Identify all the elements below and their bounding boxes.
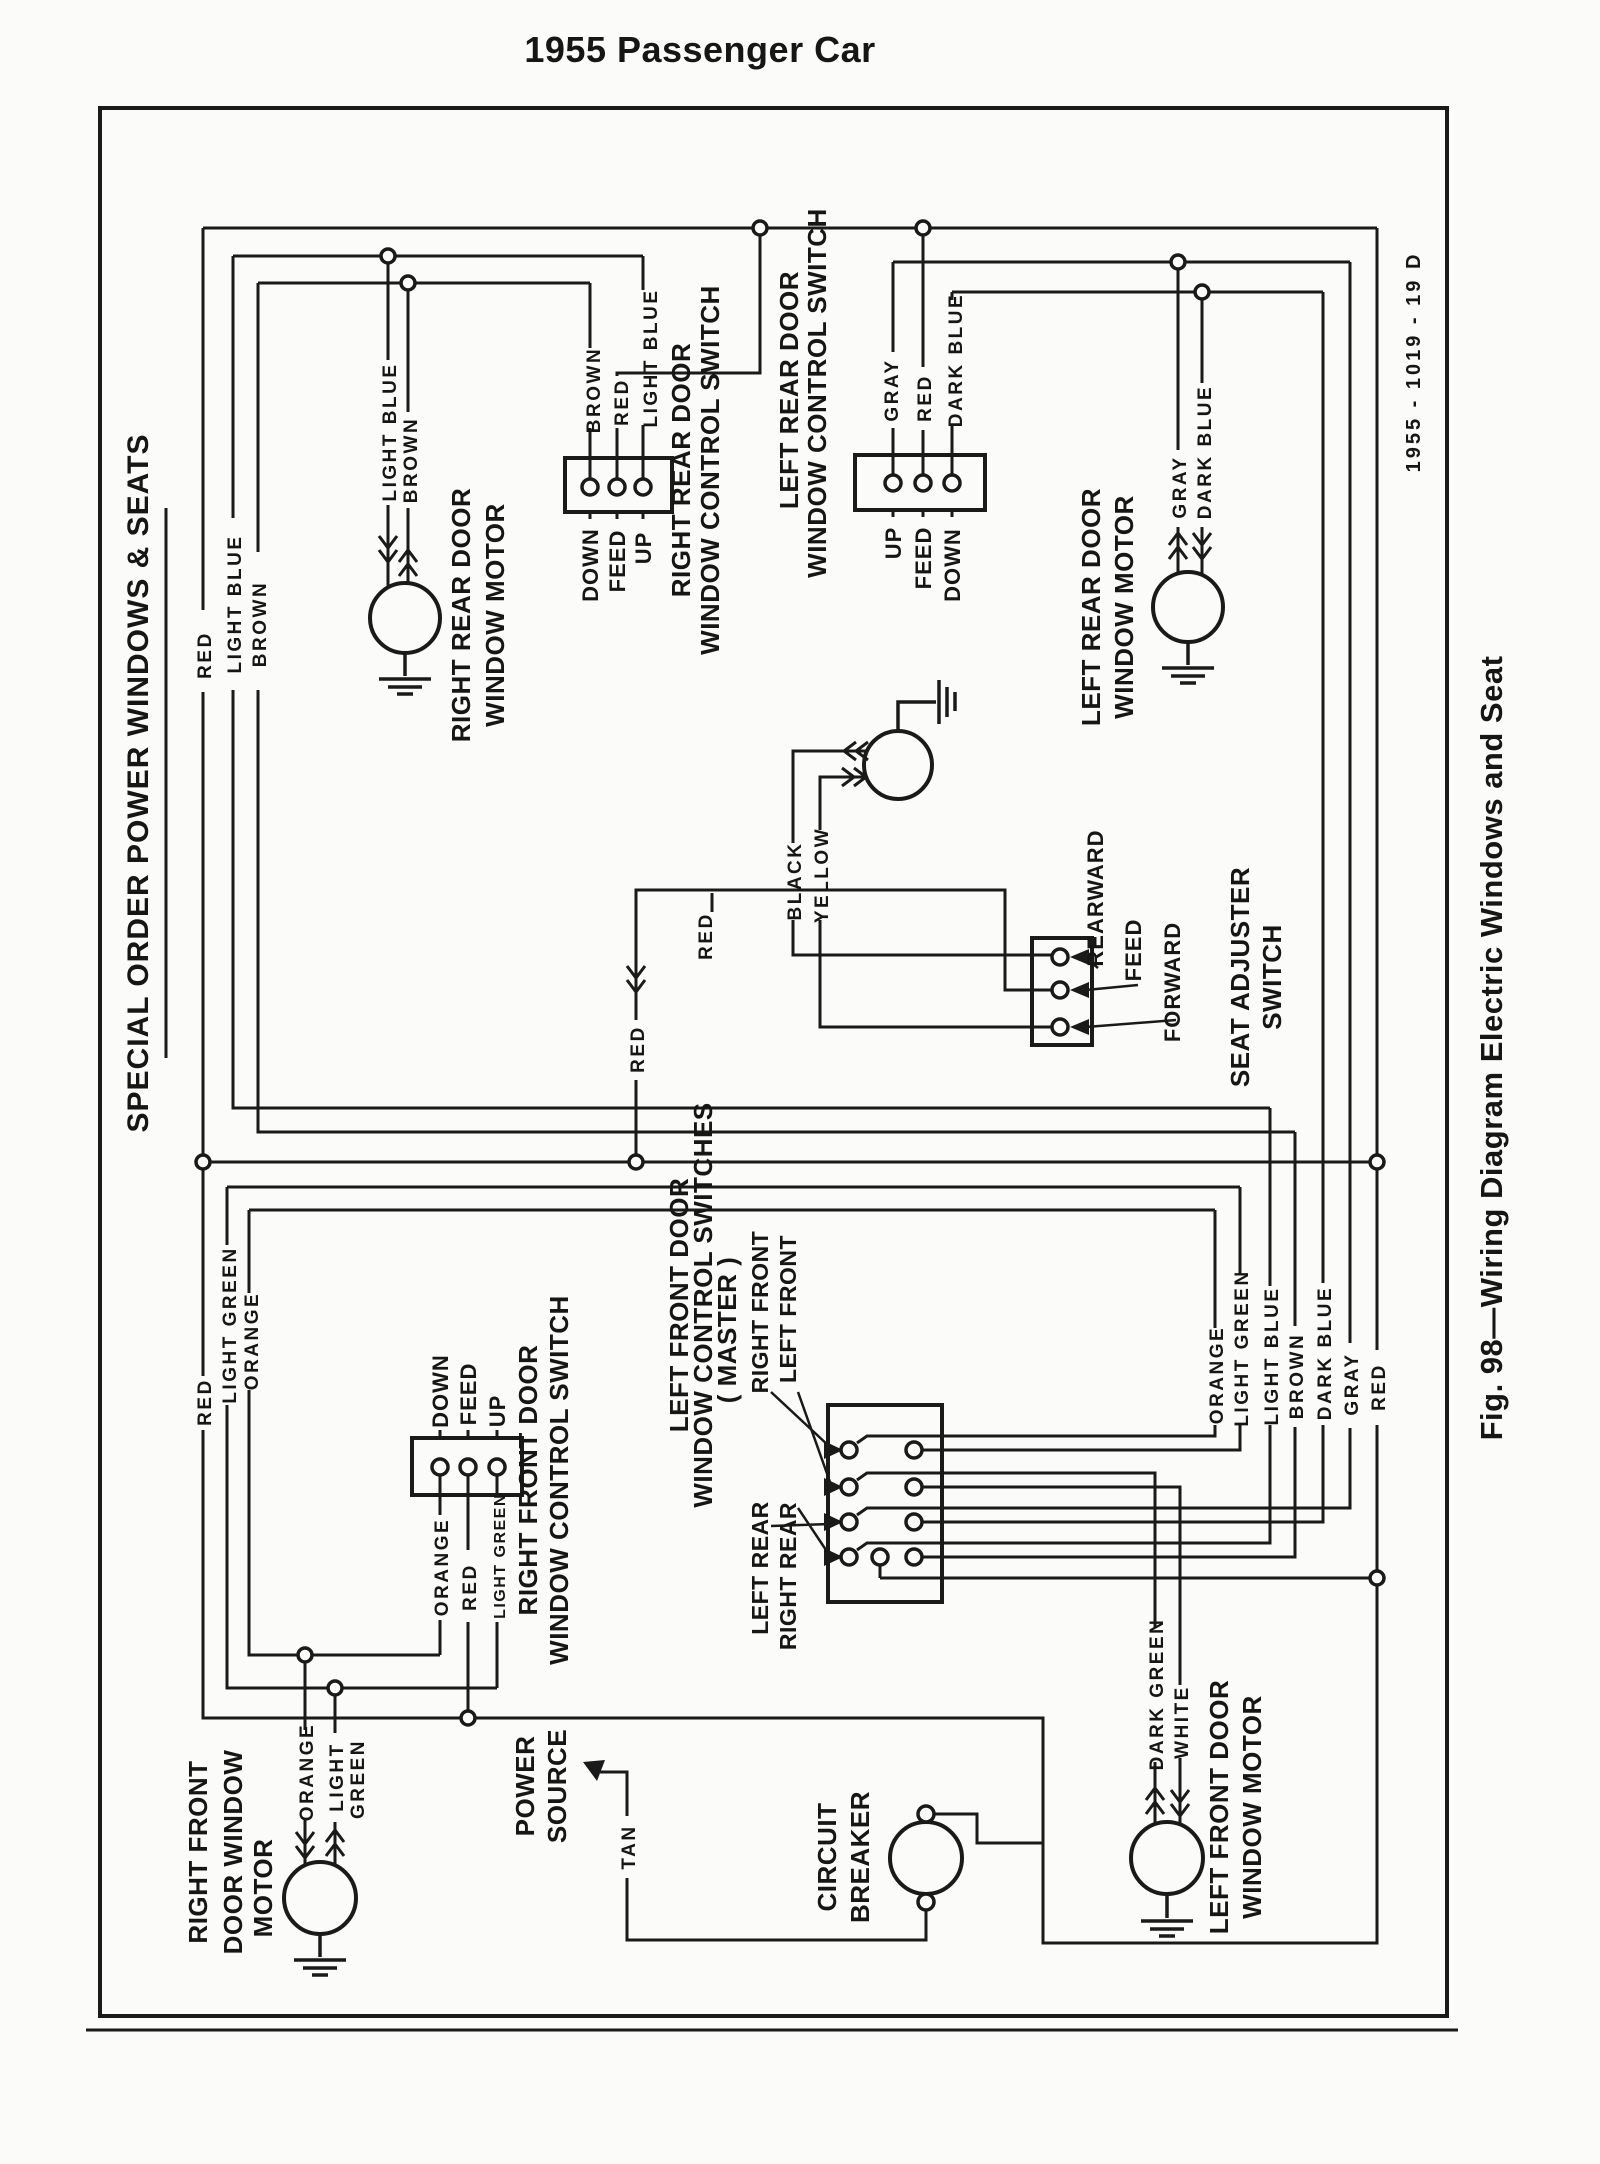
lr-term-up: UP [881,526,906,560]
right-front-switch-label-1: RIGHT FRONT DOOR [513,1344,543,1616]
wire-label-brown: BROWN [584,346,605,434]
wire-label-brown: BROWN [401,416,422,504]
wire-label-red: RED [195,1378,216,1426]
seat-term-forward: FORWARD [1160,921,1185,1043]
wire-label-red: RED [612,378,633,426]
left-rear-switch-label-1: LEFT REAR DOOR [774,270,804,510]
master-switch-label-3: ( MASTER ) [712,1256,742,1404]
contact [906,1514,922,1530]
contact [841,1549,857,1565]
motor-symbol [284,1862,356,1934]
lr-term-feed: FEED [911,526,936,590]
junction [1370,1571,1384,1585]
wire-label-red: RED [1369,1363,1390,1411]
ground-icon [898,680,955,731]
wire-label-dark-green: DARK GREEN [1147,1617,1168,1771]
terminal-down [944,475,960,491]
terminal-feed [460,1459,476,1475]
ground-icon [379,653,431,694]
wire-label-orange: ORANGE [432,1517,453,1617]
wire-label-gray: GRAY [1170,455,1191,519]
left-rear-motor-label-2: WINDOW MOTOR [1109,495,1139,719]
wire-label-brown: BROWN [1287,1332,1308,1420]
seat-adjuster-motor [842,680,955,799]
circuit-breaker-symbol [890,1806,962,1910]
breaker-terminal [918,1894,934,1910]
wire-label-yellow: YELLOW [812,826,833,924]
left-front-window-motor [1131,1788,1203,1936]
wire-label-green: GREEN [348,1738,369,1820]
seat-switch-label-2: SWITCH [1257,924,1287,1030]
wire-label-dark-blue: DARK BLUE [1315,1285,1336,1421]
wire-label-light-green: LIGHT GREEN [220,1246,241,1404]
wire-label-light-green: LIGHT GREEN [492,1493,509,1619]
terminal-labels [428,527,1185,1428]
rr-term-feed: FEED [605,529,630,593]
power-source-label-2: SOURCE [542,1728,572,1844]
right-front-switch-label-2: WINDOW CONTROL SWITCH [544,1295,574,1665]
breaker-terminal [918,1806,934,1822]
wire-label-dark-blue: DARK BLUE [1195,384,1216,520]
master-row-left-rear: LEFT REAR [747,1501,773,1635]
right-front-motor-label-3: MOTOR [248,1838,278,1938]
junction [1195,285,1209,299]
right-rear-motor-label-2: WINDOW MOTOR [480,503,510,727]
junction [916,221,930,235]
left-rear-window-motor [1153,533,1223,683]
wire-label-orange: ORANGE [297,1722,318,1822]
left-rear-motor-label-1: LEFT REAR DOOR [1076,487,1106,727]
contact [906,1479,922,1495]
terminal-feed [1052,982,1068,998]
motor-symbol [864,731,932,799]
junction [1370,1155,1384,1169]
right-rear-motor-label-1: RIGHT REAR DOOR [446,487,476,743]
page-title: 1955 Passenger Car [524,29,876,70]
contact [906,1442,922,1458]
wire-label-white: WHITE [1172,1685,1193,1759]
switch-arms [857,1436,942,1557]
circuit-breaker-label-2: BREAKER [845,1790,875,1924]
lr-term-down: DOWN [940,528,965,602]
left-rear-window-switch [855,455,985,510]
wire-label-orange: ORANGE [1207,1325,1228,1425]
left-front-motor-label-2: WINDOW MOTOR [1237,1695,1267,1919]
seat-switch-label-1: SEAT ADJUSTER [1225,866,1255,1088]
wire-dark-green-white [942,1473,1180,1824]
wire-label-gray: GRAY [1342,1352,1363,1416]
junction [196,1155,210,1169]
left-front-motor-label-1: LEFT FRONT DOOR [1204,1679,1234,1935]
motor-symbol [1153,572,1223,642]
terminal-rearward [1052,949,1068,965]
rf-term-down: DOWN [428,1354,453,1428]
doc-number: 1955 - 1019 - 19 D [1403,251,1425,473]
left-rear-switch-label-2: WINDOW CONTROL SWITCH [802,208,832,578]
junction [401,276,415,290]
wire-label-light-blue: LIGHT BLUE [1262,1286,1283,1426]
right-front-motor-label-1: RIGHT FRONT [183,1760,213,1944]
terminal-up [635,479,651,495]
terminal-feed [915,475,931,491]
junction [753,221,767,235]
motor-symbol [1131,1822,1203,1894]
right-rear-switch-label-2: WINDOW CONTROL SWITCH [695,285,725,655]
wire-label-gray: GRAY [882,358,903,422]
wire-label-red: RED [915,374,936,422]
wire-label-orange: ORANGE [242,1291,263,1391]
contact [841,1479,857,1495]
ground-icon [1162,642,1214,683]
rf-term-up: UP [485,1394,510,1428]
wire-label-red: RED [628,1025,649,1073]
motor-symbol [370,583,440,653]
circuit-breaker-label-1: CIRCUIT [812,1802,842,1912]
wire-label-light-blue: LIGHT BLUE [380,362,401,502]
feed-contact [872,1549,888,1565]
breaker-body [890,1822,962,1894]
wire-label-red: RED [195,631,216,679]
right-front-window-motor [284,1830,356,1975]
wire-label-dark-blue: DARK BLUE [946,292,967,428]
terminal-down [432,1459,448,1475]
contact [841,1442,857,1458]
right-front-motor-label-2: DOOR WINDOW [218,1749,248,1955]
junction [298,1648,312,1662]
terminal-forward [1052,1019,1068,1035]
wire-label-tan: TAN [619,1824,640,1870]
master-row-left-front: LEFT FRONT [775,1234,801,1384]
junction [629,1155,643,1169]
wire-label-light: LIGHT [327,1742,348,1812]
wire-label-light-green: LIGHT GREEN [1232,1269,1253,1427]
seat-term-rearward: REARWARD [1083,829,1108,967]
junction [1171,255,1185,269]
component-labels [183,208,1287,1954]
junction [381,249,395,263]
figure-caption: Fig. 98—Wiring Diagram Electric Windows and Seat [1474,655,1509,1441]
master-row-right-rear: RIGHT REAR [775,1501,801,1651]
terminal-feed [609,479,625,495]
master-switch-label-2: WINDOW CONTROL SWITCHES [688,1102,718,1508]
power-source-label-1: POWER [510,1735,540,1837]
junction [461,1711,475,1725]
row-pointer [824,1513,843,1531]
section-heading: SPECIAL ORDER POWER WINDOWS & SEATS [122,433,155,1133]
junction [328,1681,342,1695]
seat-term-feed: FEED [1121,918,1146,982]
master-switch-label-1: LEFT FRONT DOOR [664,1177,694,1433]
wire-label-light-blue: LIGHT BLUE [641,288,662,428]
row-pointer [824,1478,843,1496]
wire-label-red: RED [696,912,717,960]
right-rear-switch-label-1: RIGHT REAR DOOR [666,342,696,598]
wire-label-black: BLACK [785,841,806,921]
terminal-up [489,1459,505,1475]
wire-label-red: RED [460,1563,481,1611]
right-rear-window-motor [370,536,440,694]
contact [841,1514,857,1530]
rf-term-feed: FEED [456,1362,481,1426]
ground-icon [1141,1894,1193,1936]
ground-icon [294,1934,346,1975]
rr-term-down: DOWN [578,528,603,602]
terminal-up [885,475,901,491]
wire-label-brown: BROWN [250,580,271,668]
contact [906,1549,922,1565]
wire-label-light-blue: LIGHT BLUE [225,534,246,674]
rr-term-up: UP [631,531,656,565]
master-row-right-front: RIGHT FRONT [747,1230,773,1394]
terminal-down [582,479,598,495]
